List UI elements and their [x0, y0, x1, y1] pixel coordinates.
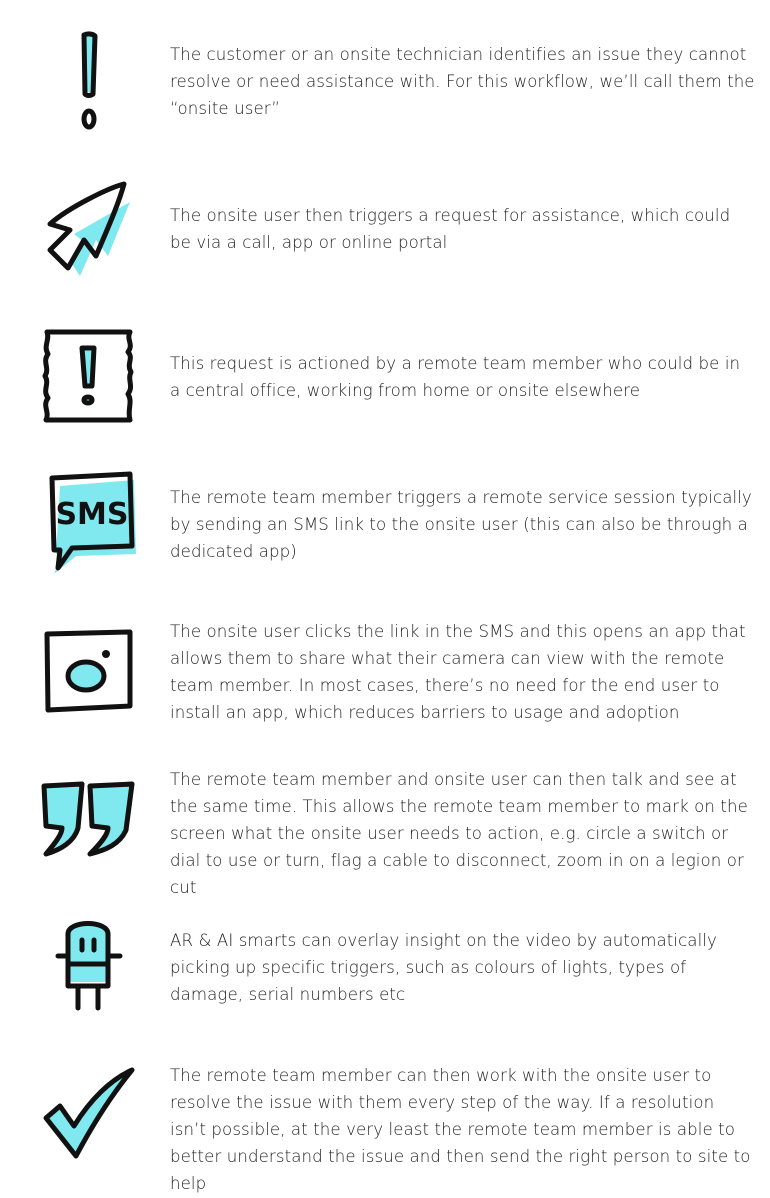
step-text: The customer or an onsite technician identifies an issue they cannot resolve or need assistance with. For this workflow, we’ll call them the “onsite user”	[170, 45, 755, 118]
sms-label: SMS	[55, 497, 129, 532]
exclamation-icon	[38, 28, 138, 128]
step-text: The remote team member can then work with the onsite user to resolve the issue with them every step of the way. If a resolution isn’t possible, at the very least the remote team member is able to better understand the issue and then send the right person to site to help	[170, 1066, 751, 1193]
step-text: The onsite user clicks the link in the SMS and this opens an app that allows them to share what their camera can view with the remote team member. In most cases, there’s no need for the end user to install an app, which reduces barriers to usage and adoption	[170, 622, 746, 722]
cursor-arrow-icon	[38, 178, 138, 278]
step-text: The remote team member triggers a remote service session typically by sending an SMS link to the onsite user (this can also be through a dedicated app)	[170, 488, 752, 561]
robot-icon	[38, 916, 138, 1016]
quote-marks-icon	[38, 778, 138, 878]
checkmark-icon	[38, 1062, 138, 1162]
sms-bubble-icon	[38, 470, 138, 570]
alert-ticket-icon	[38, 326, 138, 426]
step-text: AR & AI smarts can overlay insight on the video by automatically picking up specific triggers, such as colours of lights, types of damage, serial numbers etc	[170, 931, 717, 1004]
camera-icon	[38, 622, 138, 722]
step-text: This request is actioned by a remote team member who could be in a central office, working from home or onsite elsewhere	[170, 354, 741, 400]
step-text: The onsite user then triggers a request for assistance, which could be via a call, app or online portal	[170, 206, 731, 252]
step-text: The remote team member and onsite user can then talk and see at the same time. This allows the remote team member to mark on the screen what the onsite user needs to action, e.g. circle a switch or dial to use or turn, flag a cable to disconnect, zoom in on a legion or cut	[170, 770, 748, 897]
